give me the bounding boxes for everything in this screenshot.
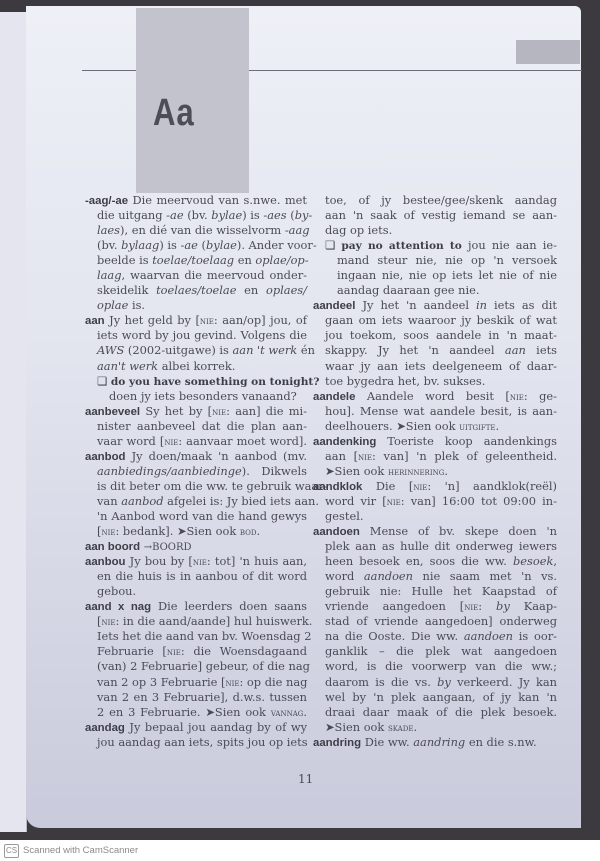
headword: -aag/-ae xyxy=(85,195,129,207)
entry-aandeel: aandeel Jy het 'n aandeel in iets as dit gaan om iets waaroor jy beskik of wat jou toekom, soos aandele in 'n maat- skappy. Jy het 'n aandeel aan iets waar jy aan iets deelgeneem of daar- toe bygedra het, bv. sukses. xyxy=(313,298,558,388)
headword: aan boord xyxy=(85,541,141,554)
headword: aandoen xyxy=(313,526,360,539)
entry-aandring: aandring Die ww. aandring en die s.nw. xyxy=(313,734,537,749)
left-column xyxy=(85,193,328,750)
entry-aanbou: aanbou Jy bou by [nie: tot] 'n huis aan, en die huis is in aanbou of dit word gebou. xyxy=(85,554,307,599)
entry-aandenking: aandenking Toeriste koop aandenkings aan [nie: van] 'n plek of geleentheid. ➤Sien ook herinnering. xyxy=(313,433,557,478)
headword: aandele xyxy=(313,390,356,403)
scanner-watermark xyxy=(0,840,600,861)
dictionary-page xyxy=(26,6,581,828)
camscanner-logo-icon: CS xyxy=(4,844,19,858)
headword: aandenking xyxy=(313,435,377,448)
entry-aandoen: aandoen Mense of bv. skepe doen 'n plek aan as hulle dit onderweg iewers heen besoek en, soos die ww. besoek, word aandoen nie saam met 'n vs. gebruik nie: Hulle het Kaapstad of vriende aangedoen [nie: by Kaap- stad of vriende aangedoen] onderweg na die Ooste. Die ww. aandoen is oor- ganklik – die plek wat aangedoen word, is die voorwerp van die ww.; daarom is die vs. by verkeerd. Jy kan wel by 'n plek aangaan, of jy kan 'n draai daar maak of die plek besoek. ➤Sien ook skade. xyxy=(313,524,558,734)
section-letter: Aa xyxy=(153,92,195,134)
headword: aandag xyxy=(85,721,125,734)
headword: aand x nag xyxy=(85,601,152,614)
entry-aan-boord xyxy=(85,539,307,554)
watermark-text: Scanned with CamScanner xyxy=(23,845,139,856)
entry-aandklok: aandklok Die [nie: 'n] aandklok(reël) word vir [nie: van] 16:00 tot 09:00 in- gestel. xyxy=(313,478,557,523)
entry-aandele: aandele Aandele word besit [nie: ge- hou]. Mense wat aandele besit, is aan- deelhouers. ➤Sien ook uitgifte. xyxy=(313,388,558,433)
entry-aanbod: aanbod Jy doen/maak 'n aanbod (mv. aanbiedings/aanbiedinge). Dikwels is dit beter om die ww. te gebruik waar- van aanbod afgelei is: Jy bied iets aan. 'n Aanbod word van die hand gewys [nie: bedank]. ➤Sien ook bod. xyxy=(85,448,328,539)
section-letter-block xyxy=(136,8,249,193)
entry-aan: aan Jy het geld by [nie: aan/op] jou, of iets word by jou gevind. Volgens die AWS (2002-uitgawe) is aan 't werk én aan't werk albei korrek. ❏ do you have something on tonight? doen jy iets besonders vanaand? xyxy=(85,313,320,403)
entry-aandag-continued: toe, of jy bestee/gee/skenk aandag aan 'n saak of vestig iemand se aan- dag op iets. ❏ pay no attention to jou nie aan ie- mand steur nie, nie op 'n versoek ingaan nie, nie op iets let nie of nie aandag daaraan gee nie. xyxy=(313,193,557,298)
entry-aag-ae: -aag/-ae Die meervoud van s.nwe. met die uitgang -ae (bv. bylae) is -aes (by- laes), en dié van die wisselvorm -aag (bv. bylaag) is -ae (bylae). Ander voor- beelde is toelae/toelaag en oplae/op- laag, waarvan die meervoud onder- skeidelik toelaes/toelae en oplaes/ oplae is. xyxy=(85,193,317,313)
headword: aanbeveel xyxy=(85,405,141,418)
page-number: 11 xyxy=(298,772,314,786)
headword: aan xyxy=(85,315,105,328)
headword: aanbou xyxy=(85,556,126,569)
headword: aanbod xyxy=(85,450,126,463)
thumb-tab xyxy=(516,40,580,64)
right-column xyxy=(313,193,557,750)
entry-aand-x-nag: aand x nag Die leerders doen saans [nie: in die aand/aande] hul huiswerk. Iets het die aand van bv. Woensdag 2 Februarie [nie: die Woensdagaand (van) 2 Februarie] gebeur, of die nag van 2 op 3 Februarie [nie: op die nag van 2 en 3 Februarie], d.w.s. tussen 2 en 3 Februarie. ➤Sien ook vannag. xyxy=(85,599,313,719)
entry-aanbeveel: aanbeveel Sy het by [nie: aan] die mi- nister aanbeveel dat die plan aan- vaar word [nie: aanvaar moet word]. xyxy=(85,403,308,448)
left-page-edge xyxy=(0,12,27,832)
headword: aandklok xyxy=(313,480,363,493)
cross-reference: →BOORD xyxy=(143,542,192,554)
example: ❏ pay no attention to jou nie aan ie- xyxy=(325,238,557,253)
headword: aandeel xyxy=(313,300,356,313)
example: ❏ do you have something on tonight? xyxy=(97,373,320,388)
entry-aandag: aandag Jy bepaal jou aandag by of wy jou aandag aan iets, spits jou op iets xyxy=(85,719,308,749)
headword: aandring xyxy=(313,736,362,749)
